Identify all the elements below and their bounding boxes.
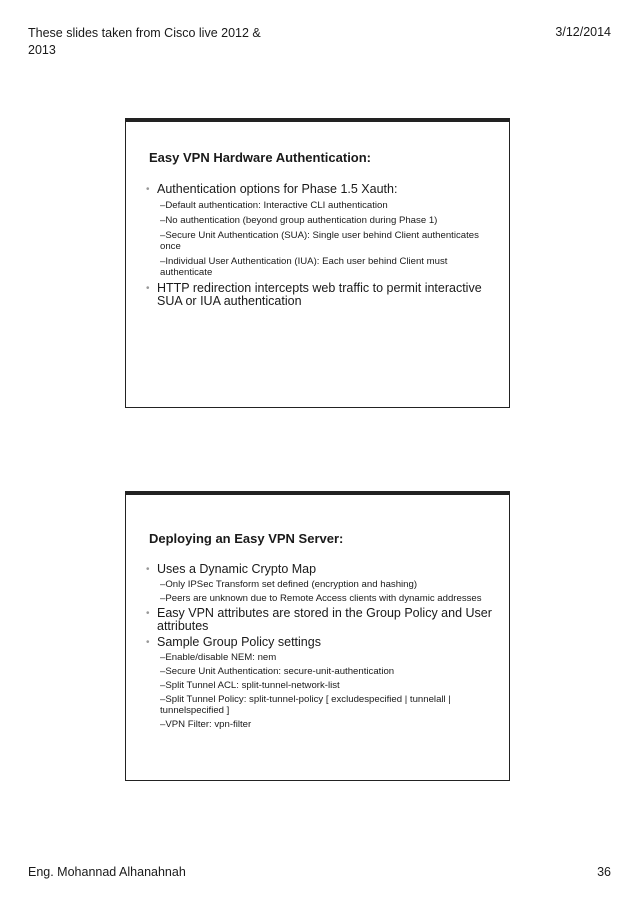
slide-deploying-easy-vpn-server: [125, 491, 510, 781]
header-date: 3/12/2014: [555, 25, 611, 39]
sub-bullet-item: –VPN Filter: vpn-filter: [160, 719, 252, 730]
slide-easy-vpn-hardware-authentication: [125, 118, 510, 408]
slide-body: [146, 563, 495, 733]
header-source-note: These slides taken from Cisco live 2012 & 2013: [28, 26, 261, 57]
footer-page-number: 36: [597, 865, 611, 879]
sub-bullet-item: –No authentication (beyond group authentication during Phase 1): [160, 215, 438, 226]
sub-bullet-item: –Split Tunnel ACL: split-tunnel-network-list: [160, 680, 340, 691]
sub-bullet-item: –Individual User Authentication (IUA): Each user behind Client must authenticate: [160, 256, 448, 278]
bullet-item: • Easy VPN attributes are stored in the Group Policy and User attributes: [146, 607, 495, 633]
sub-bullet-item: –Peers are unknown due to Remote Access clients with dynamic addresses: [160, 593, 482, 604]
sub-bullet-item: –Default authentication: Interactive CLI authentication: [160, 200, 388, 211]
slide-title: Easy VPN Hardware Authentication:: [149, 150, 372, 165]
bullet-item: • Authentication options for Phase 1.5 Xauth:: [146, 183, 495, 196]
slide-title: Deploying an Easy VPN Server:: [149, 531, 344, 546]
sub-bullet-item: –Only IPSec Transform set defined (encryption and hashing): [160, 579, 418, 590]
sub-bullet-item: –Secure Unit Authentication (SUA): Single user behind Client authenticates once: [160, 230, 479, 252]
slide-body: [146, 183, 495, 312]
sub-bullet-item: –Secure Unit Authentication: secure-unit-authentication: [160, 666, 395, 677]
bullet-item: • Uses a Dynamic Crypto Map: [146, 563, 495, 576]
bullet-item: • HTTP redirection intercepts web traffic to permit interactive SUA or IUA authentication: [146, 282, 495, 308]
sub-bullet-item: –Enable/disable NEM: nem: [160, 652, 277, 663]
footer-author: Eng. Mohannad Alhanahnah: [28, 865, 186, 879]
sub-bullet-item: –Split Tunnel Policy: split-tunnel-policy [ excludespecified | tunnelall | tunnelspecified ]: [160, 694, 451, 716]
bullet-item: • Sample Group Policy settings: [146, 636, 495, 649]
